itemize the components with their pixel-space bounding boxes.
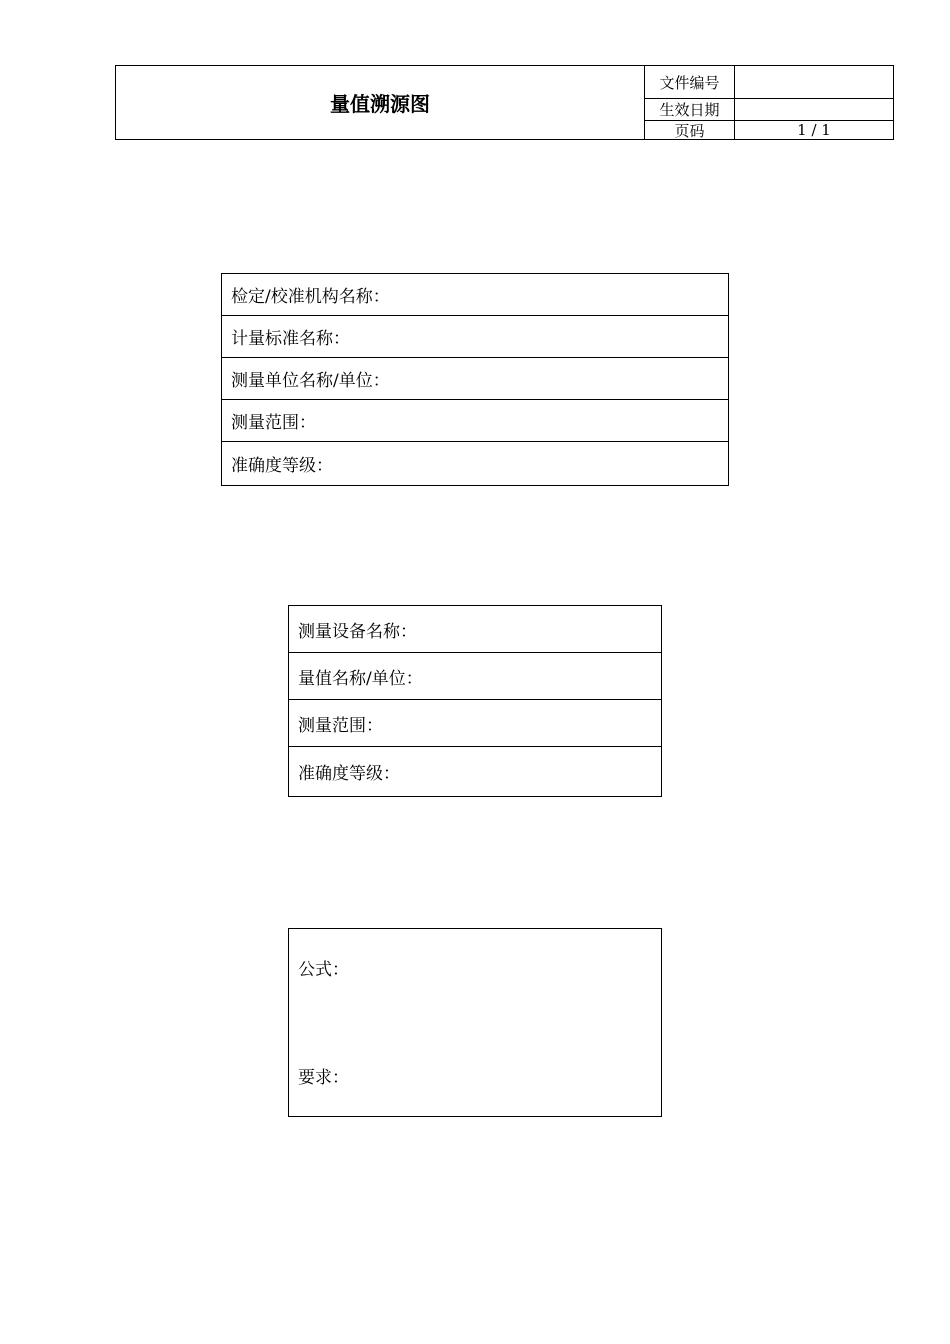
measurement-unit-field: 测量单位名称/单位： — [222, 358, 728, 400]
formula-label: 公式： — [298, 960, 349, 980]
device-name-field: 测量设备名称： — [289, 606, 661, 653]
calibration-institution-field: 检定/校准机构名称： — [222, 274, 728, 316]
measurement-standard-name-field: 计量标准名称： — [222, 316, 728, 358]
accuracy-class-field: 准确度等级： — [231, 456, 333, 476]
document-title: 量值溯源图 — [116, 66, 645, 139]
formula-requirement-box — [288, 928, 662, 1117]
measurement-range-field: 测量范围： — [222, 400, 728, 442]
header-meta — [645, 66, 893, 139]
doc-number-row — [645, 66, 893, 99]
device-accuracy-class-field: 准确度等级： — [298, 764, 400, 784]
page-number-value: 1 / 1 — [797, 121, 831, 139]
effective-date-value — [735, 99, 893, 120]
effective-date-row — [645, 99, 893, 121]
measurement-standard-box — [221, 273, 729, 486]
quantity-name-unit-field: 量值名称/单位： — [289, 653, 661, 700]
doc-number-label: 文件编号 — [645, 66, 735, 98]
device-measurement-range-field: 测量范围： — [289, 700, 661, 747]
effective-date-label: 生效日期 — [645, 99, 735, 120]
doc-number-value — [735, 66, 893, 98]
page-number-label: 页码 — [645, 121, 735, 139]
measuring-device-box — [288, 605, 662, 797]
header-table — [115, 65, 894, 140]
page-number-row — [645, 121, 893, 139]
requirement-label: 要求： — [298, 1068, 349, 1088]
